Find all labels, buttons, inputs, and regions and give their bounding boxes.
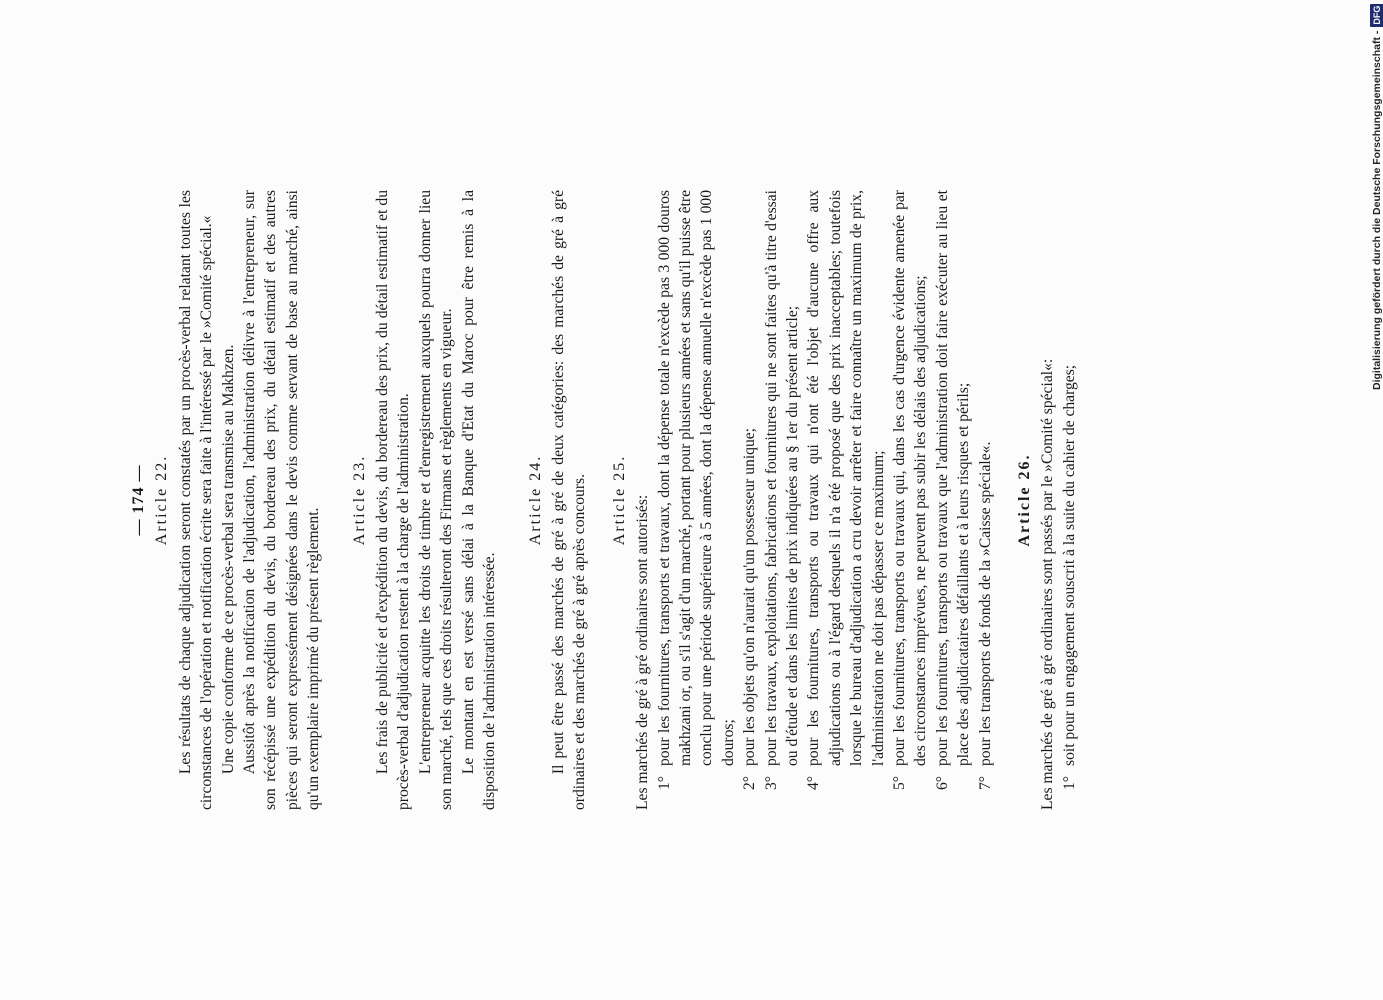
article-25-list	[654, 190, 997, 810]
list-item: 3° pour les travaux, exploitations, fabrications et fournitures qui ne sont faites qu'à titre d'essai ou d'étude et dans les limites de prix indiquées au § 1er du présent article;	[762, 190, 801, 790]
dfg-logo: DFG	[1372, 5, 1382, 25]
article-22-title: Article 22.	[153, 454, 171, 546]
list-item: 7° pour les transports de fonds de la »Caisse spéciale«.	[976, 441, 994, 790]
article-25-title: Article 25.	[610, 454, 628, 546]
article-22-paragraph-3: Aussitôt après la notification de l'adjudication, l'administration délivre à l'entrepreneur, sur son récépissé une expédition du devis, du bordereau des prix, du détail estimatif et des autres pièces qui seront expressément désignées dans le devis comme servant de base au marché, ainsi qu'un exemplaire imprimé du présent règlement.	[241, 190, 323, 810]
article-25-intro: Les marchés de gré à gré ordinaires sont autorisés:	[634, 494, 652, 810]
list-item: 6° pour les fournitures, transports ou travaux que l'administration doit faire exécuter au lieu et place des adjudicataires défaillants et à leurs risques et périls;	[933, 190, 973, 790]
list-item: 1° pour les fournitures, transports et travaux, dont la dépense totale n'excède pas 3 000 douros makhzani or, ou s'il s'agit d'un marché, portant pour plusieurs années et sans qu'il puisse être conclu pour une période supérieure à 5 années, dont la dépense annuelle n'excède pas 1 000 douros;	[655, 190, 737, 790]
digitization-credit	[1366, 5, 1383, 390]
article-24-paragraph-1: Il peut être passé des marchés de gré à gré de deux catégories: des marchés de gré à gré ordinaires et des marchés de gré à gré après concours.	[549, 190, 589, 810]
page-number: — 174 —	[130, 464, 147, 536]
list-item: 2° pour les objets qu'on n'aurait qu'un possesseur unique;	[741, 427, 759, 790]
list-item: 5° pour les fournitures, transports ou travaux qui, dans les cas d'urgence évidente amenée par des circonstances imprévues, ne peuvent pas subir les délais des adjudications;	[891, 190, 930, 790]
article-26-list	[1059, 190, 1080, 810]
article-23-paragraph-1: Les frais de publicité et d'expédition du devis, du bordereau des prix, du détail estimatif et du procès-verbal d'adjudication restent à la charge de l'administration.	[374, 190, 413, 810]
article-24-title: Article 24.	[526, 454, 544, 546]
article-22-paragraph-1: Les résultats de chaque adjudication seront constatés par un procès-verbal relatant toutes les circonstances de l'opération et notification écrite sera faite à l'intéressé par le »Comité spécial.«	[176, 190, 216, 810]
rotated-text-block	[128, 190, 1218, 810]
credit-text: Digitalisierung gefördert durch die Deutsche Forschungsgemeinschaft -	[1371, 30, 1383, 390]
article-26-intro: Les marchés de gré à gré ordinaires sont passés par le »Comité spécial«:	[1039, 358, 1057, 810]
list-item: 1° soit pour un engagement souscrit à la suite du cahier de charges;	[1060, 364, 1078, 790]
article-23-paragraph-2: L'entrepreneur acquitte les droits de timbre et d'enregistrement auxquels pourra donner lieu son marché, tels que ces droits résulteront des Firmans et règlements en vigueur.	[416, 190, 456, 810]
article-26-title: Article 26.	[1016, 453, 1034, 547]
list-item: 4° pour les fournitures, transports ou travaux qui n'ont été l'objet d'aucune offre aux adjudications ou à l'égard desquels il n'a été proposé que des prix inacceptables; toutefois lorsque le bureau d'adjudication a cru devoir arrêter et faire connaître un maximum de prix, l'administration ne doit pas dépasser ce maximum;	[805, 190, 887, 790]
article-23-paragraph-3: Le montant en est versé sans délai à la Banque d'Etat du Maroc pour être remis à la disposition de l'administration intéressée.	[459, 190, 499, 810]
article-23-title: Article 23.	[350, 454, 368, 546]
article-22-paragraph-2: Une copie conforme de ce procès-verbal sera transmise au Makhzen.	[219, 344, 237, 775]
